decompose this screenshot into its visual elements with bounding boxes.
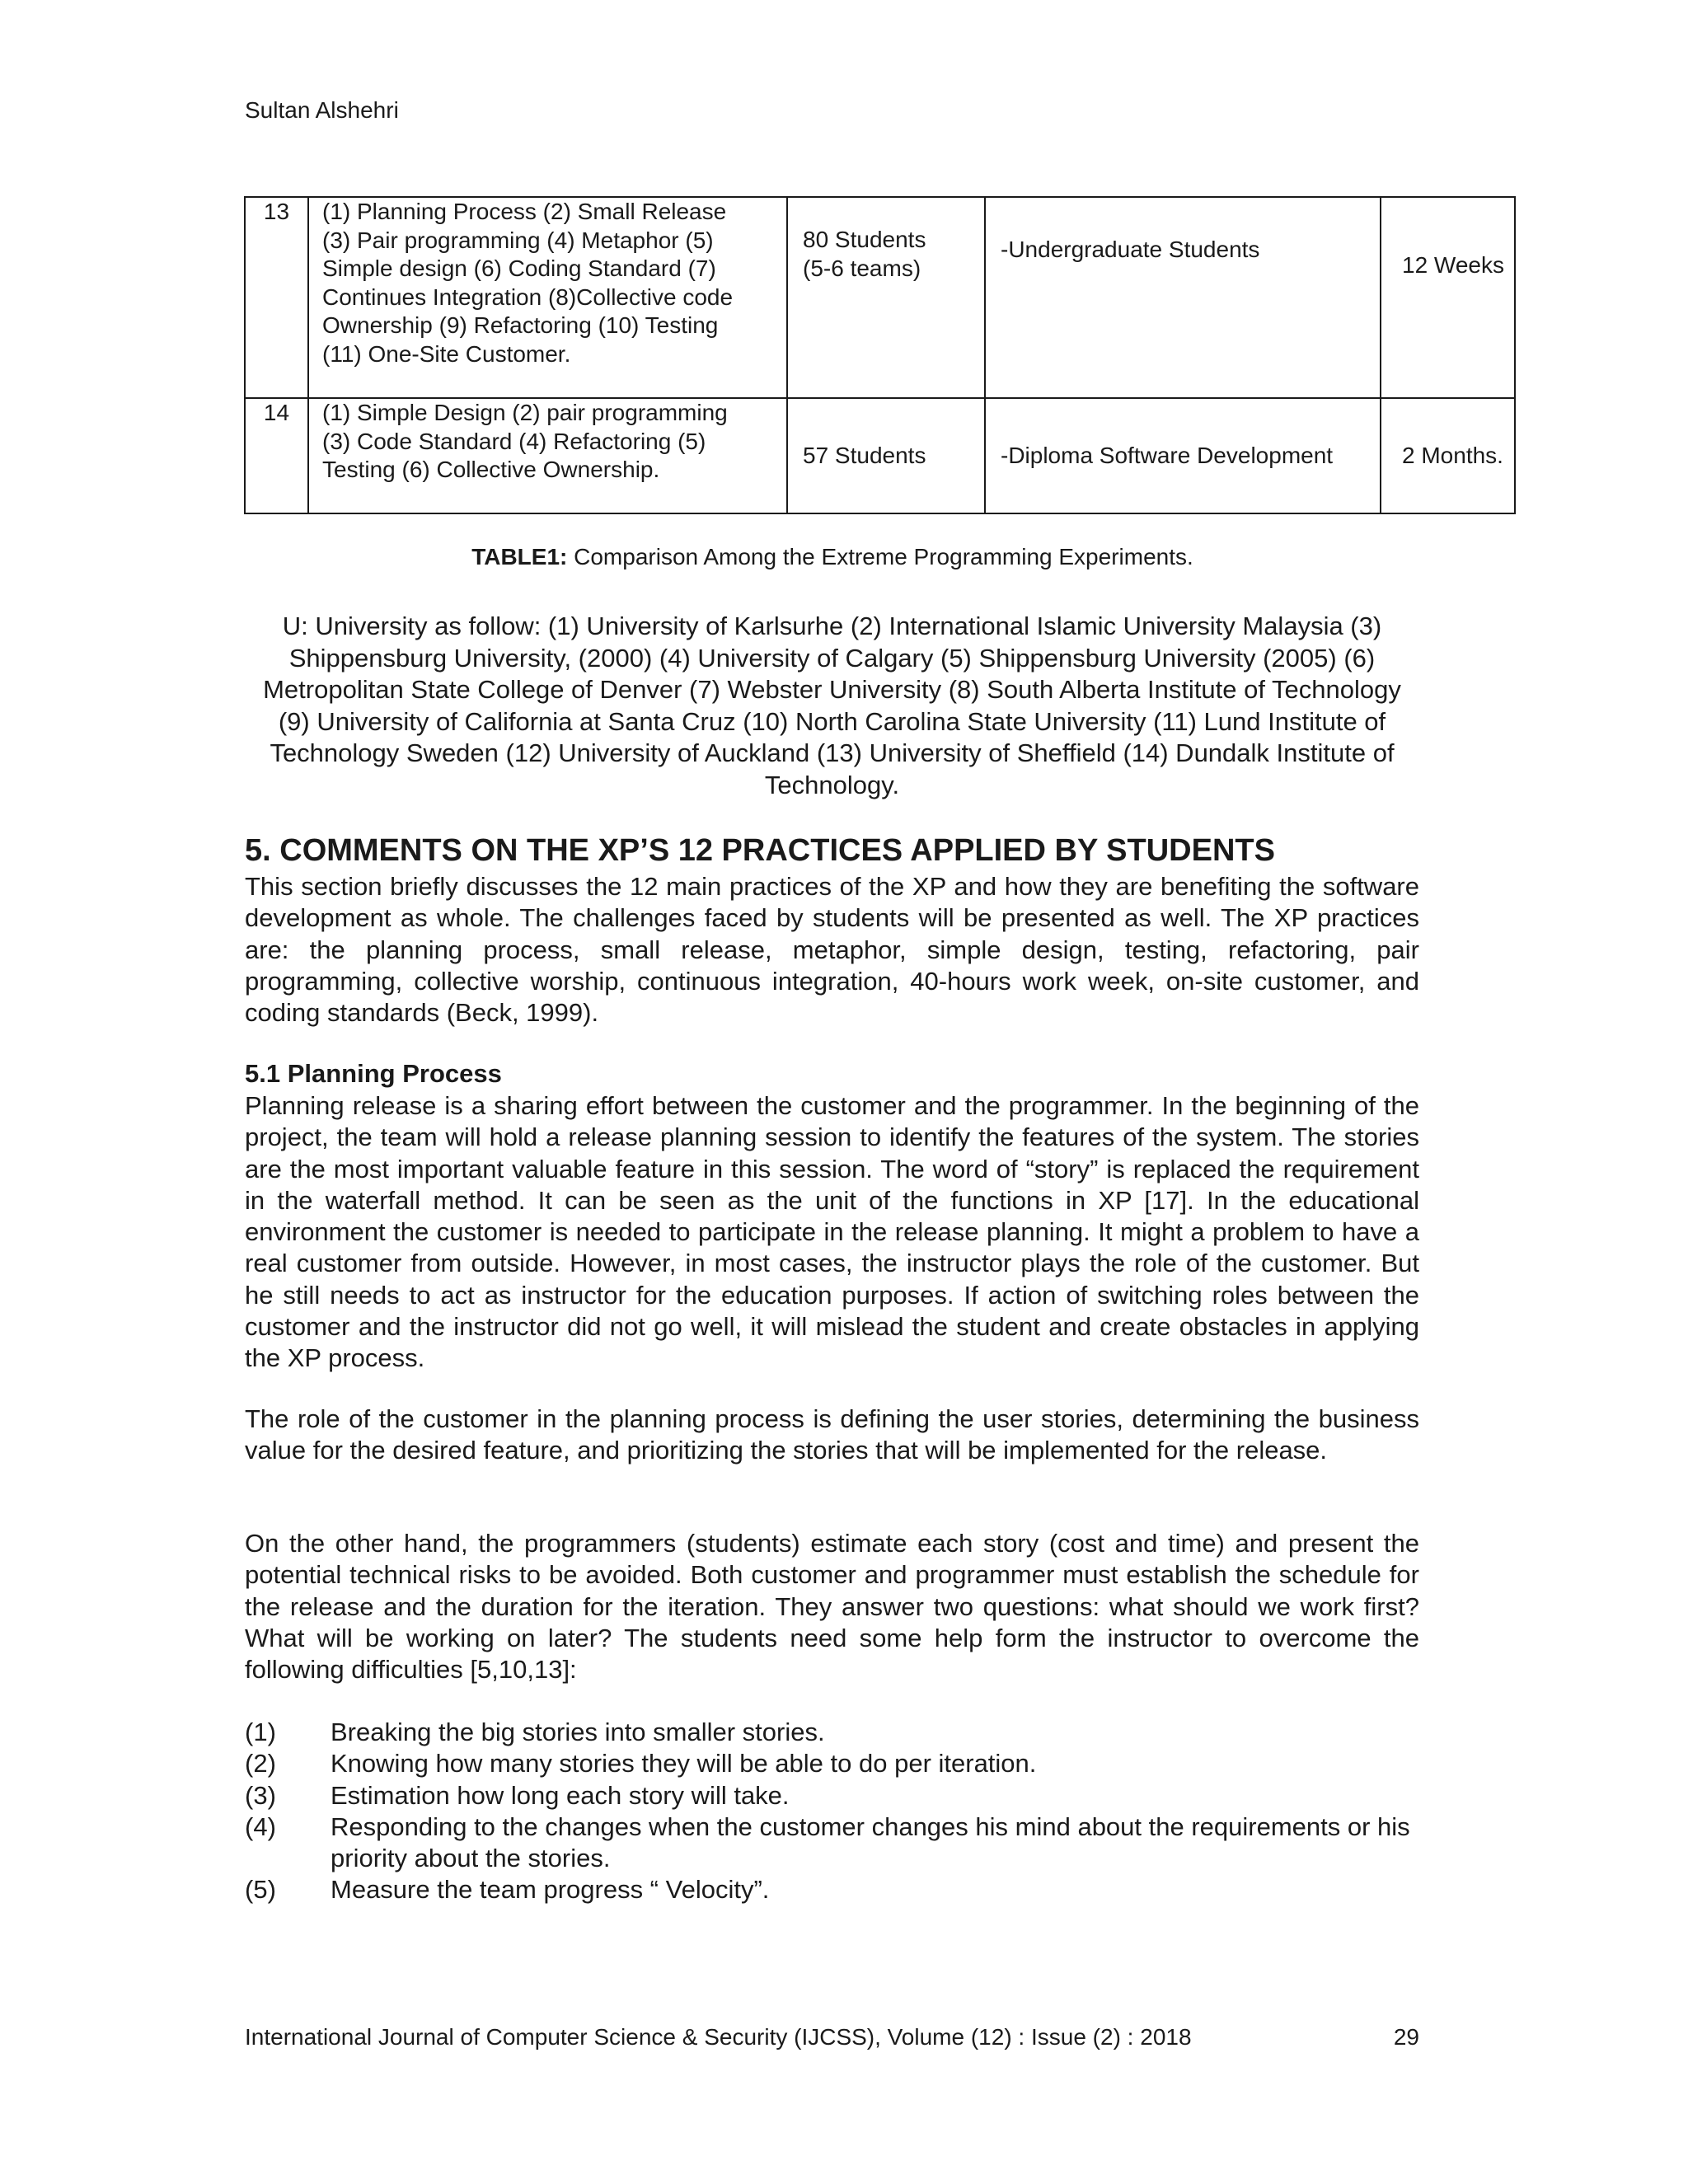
list-item-text: Estimation how long each story will take. bbox=[331, 1780, 790, 1810]
list-item bbox=[245, 1717, 1419, 1748]
list-item-number: (5) bbox=[245, 1875, 276, 1905]
table-cell-number: 13 bbox=[245, 197, 308, 398]
list-item-number: (4) bbox=[245, 1811, 276, 1841]
subsection-heading: 5.1 Planning Process bbox=[245, 1059, 502, 1088]
universities-note: U: University as follow: (1) University of Karlsurhe (2) International Islamic University Malaysia (3) Shippensburg University, (2000) (4) University of Calgary (5) Shippensburg University (2005) (6) Metropolitan State College of Denver (7) Webster University (8) South Alberta Institute of Technology (9) University of California at Santa Cruz (10) North Carolina State University (11) Lund Institute of Technology Sweden (12) University of Auckland (13) University of Sheffield (14) Dundalk Institute of Technology. bbox=[263, 612, 1401, 799]
table-cell-practices bbox=[308, 197, 787, 398]
section-intro-paragraph: This section briefly discusses the 12 main practices of the XP and how they are benefiting the software development as whole. The challenges faced by students will be presented as well. The XP practices are: the planning process, small release, metaphor, simple design, testing, refactoring, pair programming, collective worship, continuous integration, 40-hours work week, on-site customer, and coding standards (Beck, 1999). bbox=[245, 872, 1419, 1028]
table-cell-student-type: -Diploma Software Development bbox=[985, 398, 1381, 513]
list-item-number: (2) bbox=[245, 1749, 276, 1779]
list-item-text: Measure the team progress “ Velocity”. bbox=[331, 1875, 770, 1905]
list-item bbox=[245, 1811, 1419, 1875]
running-head-author: Sultan Alshehri bbox=[245, 97, 399, 123]
table-cell-number: 14 bbox=[245, 398, 308, 513]
list-item-text: Responding to the changes when the customer changes his mind about the requirements or his priority about the stories. bbox=[331, 1811, 1410, 1873]
list-item-text: Breaking the big stories into smaller stories. bbox=[331, 1718, 825, 1746]
table-cell-duration: 12 Weeks bbox=[1381, 197, 1515, 398]
students-text: 80 Students (5-6 teams) bbox=[803, 227, 926, 281]
table-row bbox=[245, 398, 1515, 513]
planning-paragraph-2: The role of the customer in the planning process is defining the user stories, determining the business value for the desired feature, and prioritizing the stories that will be implemented for the release. bbox=[245, 1404, 1419, 1465]
difficulties-list bbox=[245, 1717, 1419, 1906]
planning-paragraph-1: Planning release is a sharing effort between the customer and the programmer. In the beginning of the project, the team will hold a release planning session to identify the features of the system. The stories are the most important valuable feature in this session. The word of “story” is replaced the requirement in the waterfall method. It can be seen as the unit of the functions in XP [17]. In the educational environment the customer is needed to participate in the release planning. It might a problem to have a real customer from outside. However, in most cases, the instructor plays the role of the customer. But he still needs to act as instructor for the education purposes. If action of switching roles between the customer and the instructor did not go well, it will mislead the student and create obstacles in applying the XP process. bbox=[245, 1091, 1419, 1373]
list-item-number: (3) bbox=[245, 1780, 276, 1810]
table-cell-duration: 2 Months. bbox=[1381, 398, 1515, 513]
list-item bbox=[245, 1780, 1419, 1811]
table-row bbox=[245, 197, 1515, 398]
table-caption bbox=[0, 544, 1665, 570]
planning-paragraph-3: On the other hand, the programmers (students) estimate each story (cost and time) and present the potential technical risks to be avoided. Both customer and programmer must establish the schedule for the release and the duration for the iteration. They answer two questions: what should we work first? What will be working on later? The students need some help form the instructor to overcome the following difficulties [5,10,13]: bbox=[245, 1529, 1419, 1685]
footer-journal: International Journal of Computer Science & Security (IJCSS), Volume (12) : Issue (2) : 2018 bbox=[245, 2024, 1192, 2050]
list-item-text: Knowing how many stories they will be able to do per iteration. bbox=[331, 1749, 1037, 1779]
practices-text: (1) Planning Process (2) Small Release (3) Pair programming (4) Metaphor (5) Simple design (6) Coding Standard (7) Continues Integration (8)Collective code Ownership (9) Refactoring (10) Testing (11) One-Site Customer. bbox=[322, 199, 734, 367]
table-cell-student-type: -Undergraduate Students bbox=[985, 197, 1381, 398]
list-item-number: (1) bbox=[245, 1718, 276, 1746]
practices-text: (1) Simple Design (2) pair programming (3) Code Standard (4) Refactoring (5) Testing (6) Collective Ownership. bbox=[322, 400, 728, 483]
table-cell-students bbox=[787, 197, 985, 398]
list-item bbox=[245, 1748, 1419, 1779]
table-cell-practices bbox=[308, 398, 787, 513]
experiments-table bbox=[244, 196, 1516, 514]
page-number: 29 bbox=[1393, 2024, 1419, 2050]
list-item bbox=[245, 1874, 1419, 1905]
table-cell-students: 57 Students bbox=[787, 398, 985, 513]
table-caption-text: Comparison Among the Extreme Programming Experiments. bbox=[567, 544, 1193, 569]
page-footer bbox=[245, 2024, 1419, 2050]
section-heading: 5. COMMENTS ON THE XP’S 12 PRACTICES APPLIED BY STUDENTS bbox=[245, 833, 1275, 868]
table-caption-label: TABLE1: bbox=[471, 544, 568, 569]
